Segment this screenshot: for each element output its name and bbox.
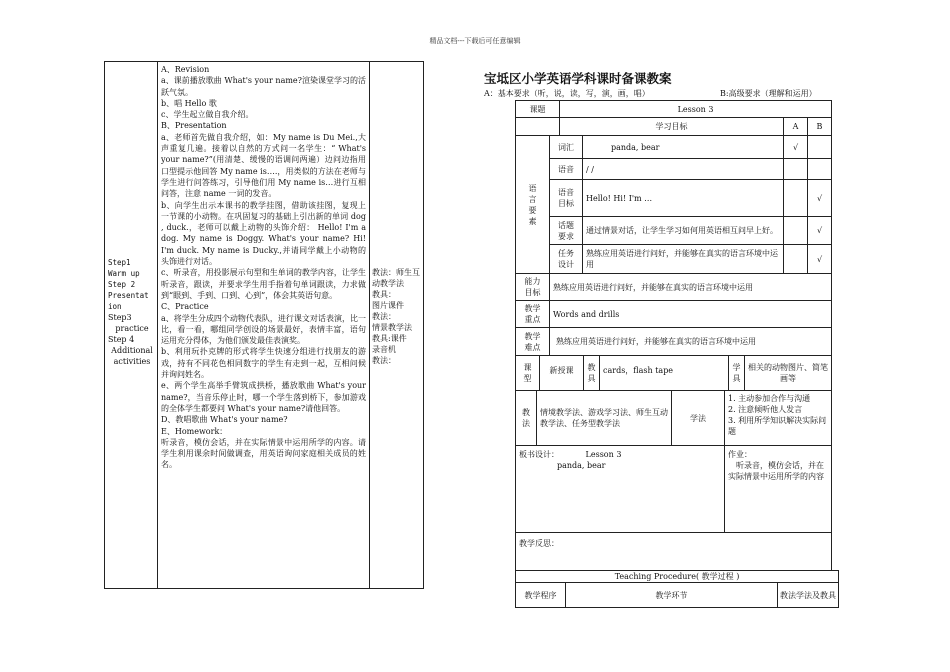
method-line: 教法： (372, 356, 396, 365)
procedure-line: B、Presentation (161, 121, 227, 131)
col-b-header: B (807, 117, 832, 136)
row-a-topic (783, 216, 808, 245)
row-b-vocab (807, 135, 832, 159)
method-label: 教法 (515, 390, 537, 446)
board-design (515, 445, 725, 533)
method-line: 教具： (372, 290, 396, 299)
method-value: 情境教学法、游戏学习法、师生互动教学法、任务型教学法 (536, 390, 672, 446)
procedure-line: a、将学生分成四个动物代表队，进行课文对话表演，比一比，看一看，哪组同学创设的场景最好，表情丰富，语句运用充分得体，为他们颁发最佳表演奖。 (161, 313, 366, 346)
proc-col-program: 教学程序 (515, 582, 566, 608)
step-line: activities (113, 357, 151, 366)
procedure-text (161, 64, 366, 471)
learn-item: 3. 利用所学知识解决实际问题 (728, 416, 827, 436)
row-label-topic: 话题要求 (549, 216, 583, 245)
aids-value: cards，flash tape (599, 355, 729, 391)
row-label-phonetics: 语音 (549, 158, 583, 180)
method-line: 情景教学法 (372, 323, 412, 332)
requirement-a: A：基本要求（听，说，读，写，演，画，唱） (484, 89, 650, 98)
step-line: ion (108, 302, 122, 311)
procedure-line: c、学生起立做自我介绍。 (161, 110, 254, 120)
row-b-phonetic-goal: √ (807, 179, 832, 217)
header-note: 精品文档---下载后可任意编辑 (429, 37, 521, 45)
lesson-label: 课题 (515, 100, 560, 118)
method-line: 教法：师生互动教学法 (372, 268, 420, 288)
board-title: Lesson 3 (585, 450, 622, 459)
procedure-line: a、课前播放歌曲 What's your name?渲染课堂学习的活跃气氛。 (161, 76, 366, 97)
row-label-phonetic-goal: 语音目标 (549, 179, 583, 217)
step-line: Step 2 (108, 280, 136, 289)
row-b-task: √ (807, 244, 832, 274)
goals-header: 学习目标 (559, 117, 784, 136)
step-line: Step3 (108, 313, 132, 322)
procedure-table-left (104, 61, 424, 589)
homework (724, 445, 832, 533)
aids-label: 教具 (583, 355, 600, 391)
study-aids-value: 相关的动物图片、简笔画等 (744, 355, 832, 391)
procedure-title: Teaching Procedure( 教学过程 ) (515, 570, 839, 583)
steps-column (105, 62, 158, 588)
procedure-line: c、听录音，用投影展示句型和生单词的教学内容，让学生听录音，跟读，并要求学生用手指着句单词跟读，力求做到“眼到、手到、口到、心到”，体会其英语句意。 (161, 268, 366, 300)
method-line: 教法： (372, 312, 396, 321)
ability-label: 能力目标 (515, 273, 550, 301)
method-line: 录音机 (372, 345, 396, 354)
methods-column (369, 62, 423, 588)
learn-label: 学法 (671, 390, 725, 446)
difficulty-value: 熟练应用英语进行问好，并能够在真实的语言环境中运用 (549, 327, 832, 356)
step-line: Presentat (108, 291, 149, 300)
proc-col-steps: 教学环节 (565, 582, 778, 608)
col-a-header: A (783, 117, 808, 136)
lesson-value: Lesson 3 (559, 100, 832, 118)
row-content-phonetic-goal: Hello! Hi! I'm … (582, 179, 784, 217)
row-b-phonetics (807, 158, 832, 180)
procedure-line: b、向学生出示本课书的教学挂图，借助该挂图，复现上一节课的小动物。在巩固复习的基础上引出新的单词 dog , duck.，老师可以戴上动物的头饰介绍： Hello! I'm a dog. My name is Doggy. What's your name? Hi! I'm duck. My name is Ducky.,并请同学戴上小动物的头饰进行对话。 (161, 200, 366, 267)
focus-value: Words and drills (549, 300, 832, 328)
method-line: 图片课件 (372, 301, 404, 310)
steps-list (108, 257, 156, 367)
row-content-task: 熟练应用英语进行问好，并能够在真实的语言环境中运用 (582, 244, 784, 274)
step-line: practice (115, 324, 149, 333)
language-elements-label: 语言要素 (515, 135, 550, 274)
reflection: 教学反思： (515, 532, 832, 571)
homework-label: 作业： (728, 450, 752, 459)
step-line: Step1 (108, 258, 131, 267)
step-line: Warm up (108, 269, 140, 278)
procedure-line: D、教唱歌曲 What's your name? (161, 415, 288, 425)
procedure-line: a、老师首先做自我介绍，如：My name is Du Mei.,大声重复几遍。接着以自然的方式问一名学生：“ What's your name?”(用清楚、缓慢的语调问两遍）边问边指用口型提示他回答 My name is….，用类似的方法在老师与学生进行问答练习，引导他们用 My name is…进行互相问答，注意 name 一词的发音。 (161, 132, 366, 199)
focus-label: 教学重点 (515, 300, 550, 328)
board-label: 板书设计： (519, 450, 559, 459)
row-a-task (783, 244, 808, 274)
row-a-phonetic-goal (783, 179, 808, 217)
procedure-line: b、唱 Hello 歌 (161, 98, 217, 108)
type-label: 课型 (515, 355, 540, 391)
requirement-b: B:高级要求（理解和运用） (720, 89, 817, 98)
procedure-column (157, 62, 370, 588)
procedure-line: e、两个学生高举手臂筑成拱桥，播放歌曲 What's your name?，当音乐停止时，哪一个学生落到桥下，参加游戏的全体学生都要问 What's your name?请他回答。 (161, 381, 366, 413)
board-words: panda, bear (557, 461, 606, 470)
methods-list (372, 267, 422, 366)
difficulty-label: 教学难点 (515, 327, 550, 356)
step-line: Step 4 (108, 335, 135, 344)
row-content-phonetics: / / (582, 158, 784, 180)
type-value: 新授课 (539, 355, 584, 391)
homework-value: 听录音，模仿会话，并在实际情景中运用所学的内容 (728, 461, 824, 481)
procedure-line: 听录音，模仿会话，并在实际情景中运用所学的内容。请学生利用课余时间做调查，用英语询问家庭相关成员的姓名。 (161, 437, 366, 470)
page-title: 宝坻区小学英语学科课时备课教案 (484, 71, 672, 86)
proc-col-methods: 教法学法及教具 (777, 582, 839, 608)
procedure-line: E、Homework： (161, 426, 228, 436)
procedure-line: b、利用玩扑克牌的形式将学生快速分组进行找朋友的游戏，持有不同花色相同数字的学生有走到一起，互相问候并询问姓名。 (161, 347, 366, 380)
ability-value: 熟练应用英语进行问好，并能够在真实的语言环境中运用 (549, 273, 832, 301)
goals-header-spacer (515, 117, 560, 136)
row-b-topic: √ (807, 216, 832, 245)
procedure-line: A、Revision (161, 65, 210, 74)
learn-item: 2. 注意倾听他人发言 (728, 405, 803, 414)
method-line: 教具:课件 (372, 334, 407, 343)
learn-items (724, 390, 832, 446)
step-line: Additional (111, 346, 153, 355)
row-a-phonetics (783, 158, 808, 180)
row-label-vocab: 词汇 (549, 135, 583, 159)
learn-item: 1. 主动参加合作与沟通 (728, 394, 811, 403)
row-content-vocab: panda, bear (582, 135, 784, 159)
procedure-line: C、Practice (161, 302, 209, 312)
study-aids-label: 学具 (728, 355, 745, 391)
row-label-task: 任务设计 (549, 244, 583, 274)
row-a-vocab: √ (783, 135, 808, 159)
row-content-topic: 通过情景对话，让学生学习如何用英语相互问早上好。 (582, 216, 784, 245)
